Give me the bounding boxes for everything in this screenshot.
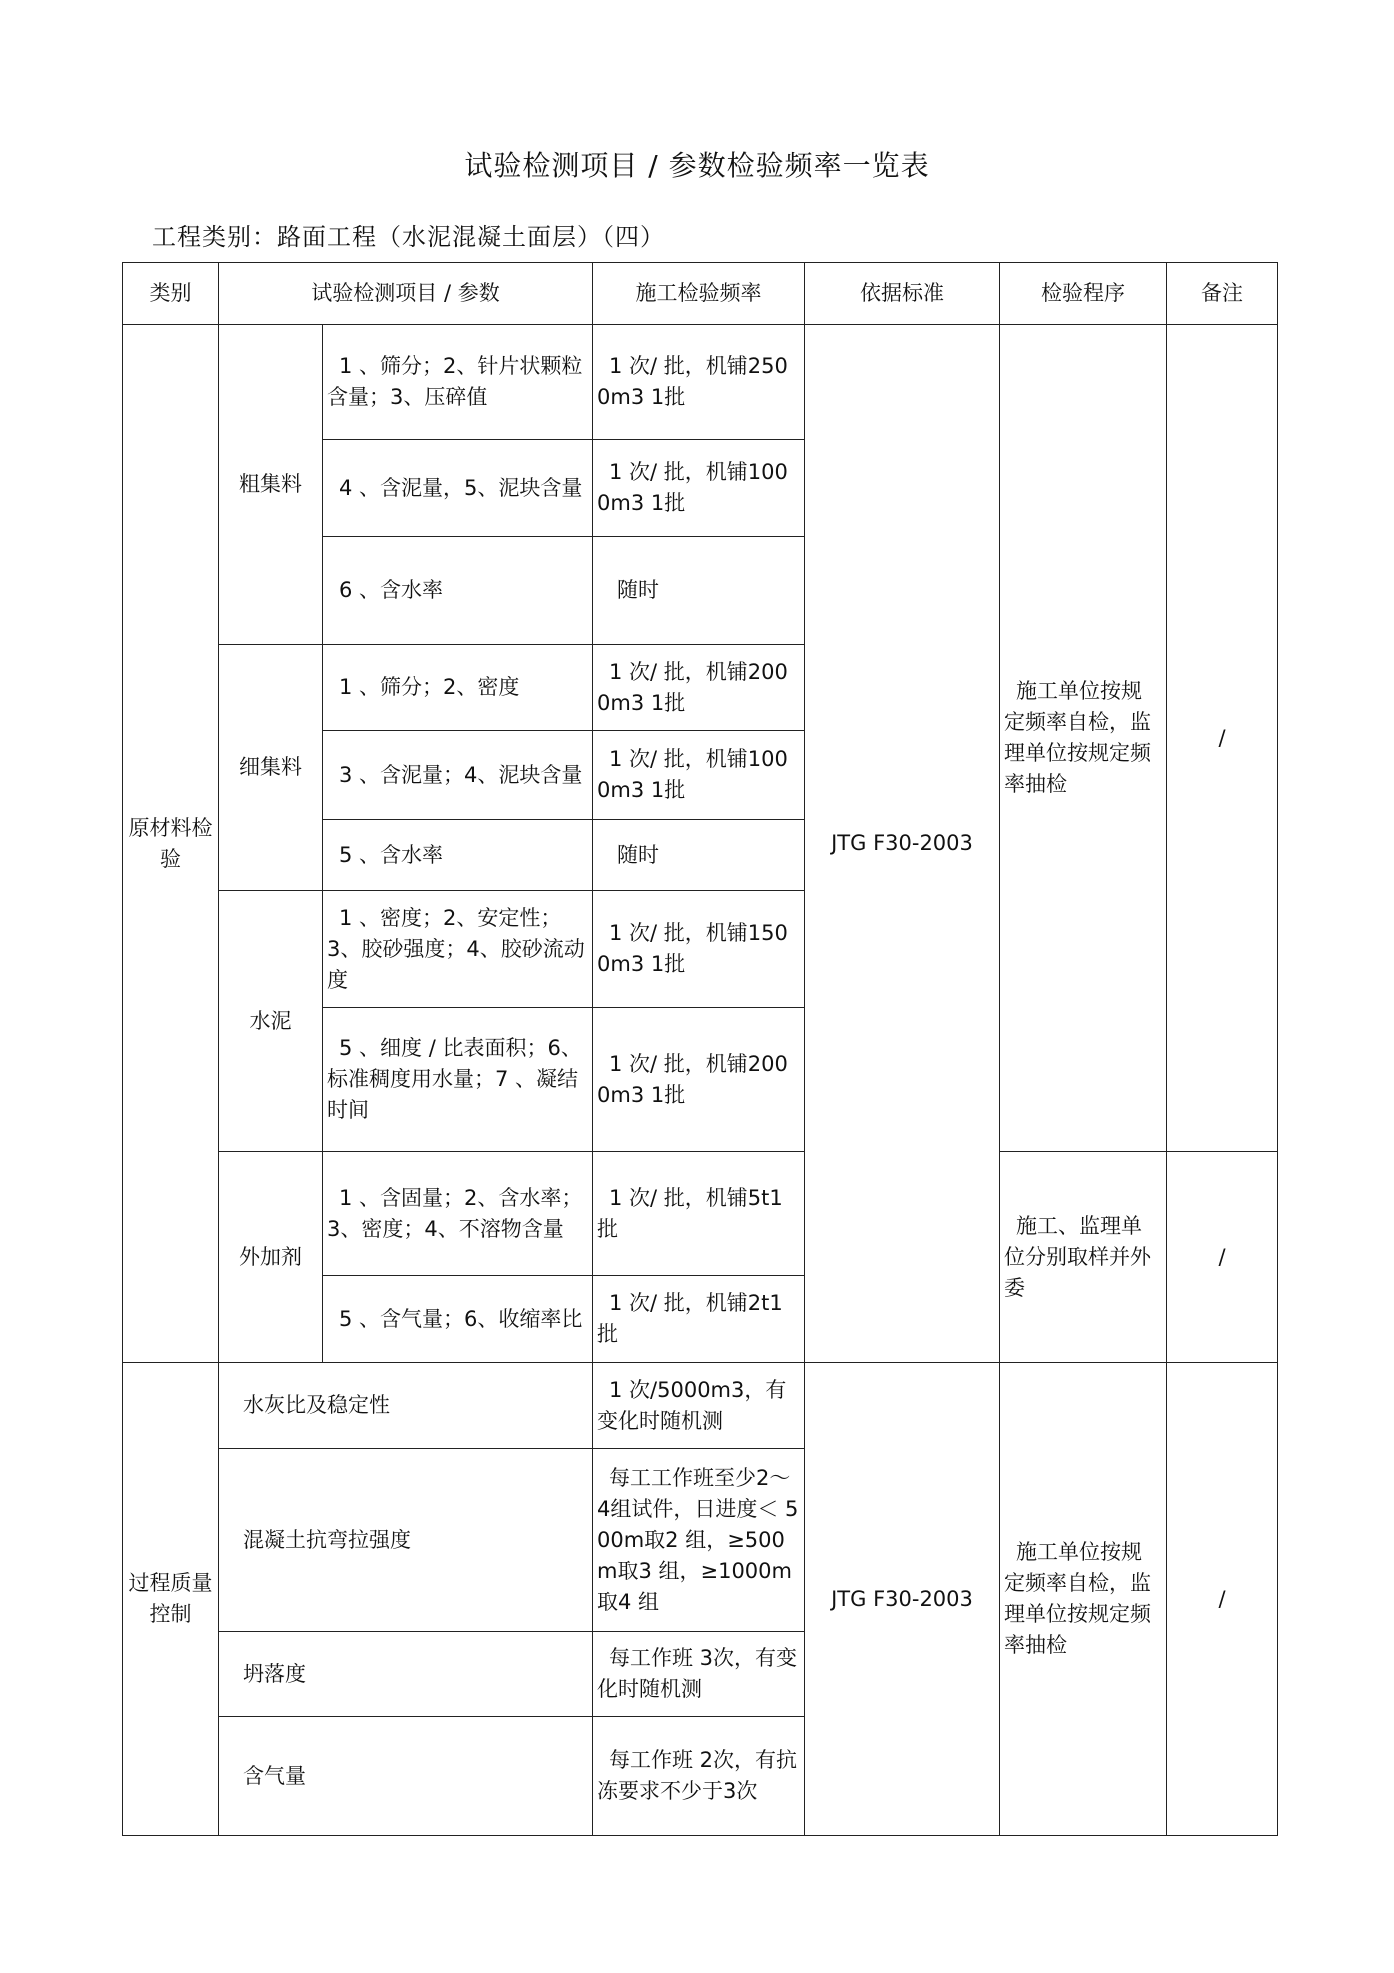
category-cell: 过程质量控制 bbox=[123, 1363, 219, 1836]
procedure-cell: 施工单位按规定频率自检，监理单位按规定频率抽检 bbox=[1000, 1363, 1167, 1836]
frequency-cell: 每工工作班至少2～4组试件，日进度＜ 500m取2 组，≥500m取3 组，≥1000m取4 组 bbox=[593, 1449, 805, 1632]
item-cell: 含气量 bbox=[219, 1717, 593, 1836]
frequency-table bbox=[122, 262, 1278, 1836]
header-standard: 依据标准 bbox=[805, 263, 1000, 325]
frequency-cell: 1 次/ 批，机铺2t1 批 bbox=[593, 1276, 805, 1363]
frequency-cell: 1 次/ 批，机铺1000m3 1批 bbox=[593, 731, 805, 820]
material-cell: 外加剂 bbox=[219, 1152, 323, 1363]
frequency-cell: 1 次/ 批，机铺2000m3 1批 bbox=[593, 1008, 805, 1152]
header-item: 试验检测项目 / 参数 bbox=[219, 263, 593, 325]
procedure-cell: 施工单位按规定频率自检，监理单位按规定频率抽检 bbox=[1000, 325, 1167, 1152]
header-procedure: 检验程序 bbox=[1000, 263, 1167, 325]
item-cell: 1 、含固量；2、含水率；3、密度；4、不溶物含量 bbox=[323, 1152, 593, 1276]
item-cell: 1 、筛分；2、针片状颗粒含量；3、压碎值 bbox=[323, 325, 593, 440]
frequency-cell: 1 次/ 批，机铺5t1 批 bbox=[593, 1152, 805, 1276]
item-cell: 5 、含水率 bbox=[323, 820, 593, 891]
header-category: 类别 bbox=[123, 263, 219, 325]
project-category: 工程类别：路面工程（水泥混凝土面层）（四） bbox=[152, 223, 665, 251]
table-row bbox=[123, 1152, 1278, 1276]
material-cell: 水泥 bbox=[219, 891, 323, 1152]
item-cell: 3 、含泥量；4、泥块含量 bbox=[323, 731, 593, 820]
header-row bbox=[123, 263, 1278, 325]
frequency-cell: 每工作班 2次，有抗冻要求不少于3次 bbox=[593, 1717, 805, 1836]
material-cell: 粗集料 bbox=[219, 325, 323, 645]
item-cell: 6 、含水率 bbox=[323, 537, 593, 645]
standard-cell: JTG F30-2003 bbox=[805, 325, 1000, 1363]
item-cell: 4 、含泥量，5、泥块含量 bbox=[323, 440, 593, 537]
frequency-cell: 随时 bbox=[593, 820, 805, 891]
item-cell: 5 、含气量；6、收缩率比 bbox=[323, 1276, 593, 1363]
item-cell: 坍落度 bbox=[219, 1632, 593, 1717]
remark-cell: / bbox=[1167, 1152, 1278, 1363]
item-cell: 混凝土抗弯拉强度 bbox=[219, 1449, 593, 1632]
table-row bbox=[123, 1363, 1278, 1449]
page-title: 试验检测项目 / 参数检验频率一览表 bbox=[464, 149, 930, 182]
procedure-cell: 施工、监理单位分别取样并外委 bbox=[1000, 1152, 1167, 1363]
standard-cell: JTG F30-2003 bbox=[805, 1363, 1000, 1836]
frequency-cell: 1 次/ 批，机铺1500m3 1批 bbox=[593, 891, 805, 1008]
frequency-cell: 1 次/ 批，机铺1000m3 1批 bbox=[593, 440, 805, 537]
frequency-cell: 随时 bbox=[593, 537, 805, 645]
frequency-cell: 每工作班 3次，有变化时随机测 bbox=[593, 1632, 805, 1717]
item-cell: 1 、筛分；2、密度 bbox=[323, 645, 593, 731]
header-remark: 备注 bbox=[1167, 263, 1278, 325]
frequency-cell: 1 次/5000m3，有变化时随机测 bbox=[593, 1363, 805, 1449]
table-row bbox=[123, 325, 1278, 440]
material-cell: 细集料 bbox=[219, 645, 323, 891]
frequency-cell: 1 次/ 批，机铺2000m3 1批 bbox=[593, 645, 805, 731]
frequency-cell: 1 次/ 批，机铺2500m3 1批 bbox=[593, 325, 805, 440]
remark-cell: / bbox=[1167, 325, 1278, 1152]
item-cell: 5 、细度 / 比表面积；6、标准稠度用水量；7 、凝结时间 bbox=[323, 1008, 593, 1152]
category-cell: 原材料检验 bbox=[123, 325, 219, 1363]
remark-cell: / bbox=[1167, 1363, 1278, 1836]
item-cell: 水灰比及稳定性 bbox=[219, 1363, 593, 1449]
header-frequency: 施工检验频率 bbox=[593, 263, 805, 325]
item-cell: 1 、密度；2、安定性；3、胶砂强度；4、胶砂流动度 bbox=[323, 891, 593, 1008]
